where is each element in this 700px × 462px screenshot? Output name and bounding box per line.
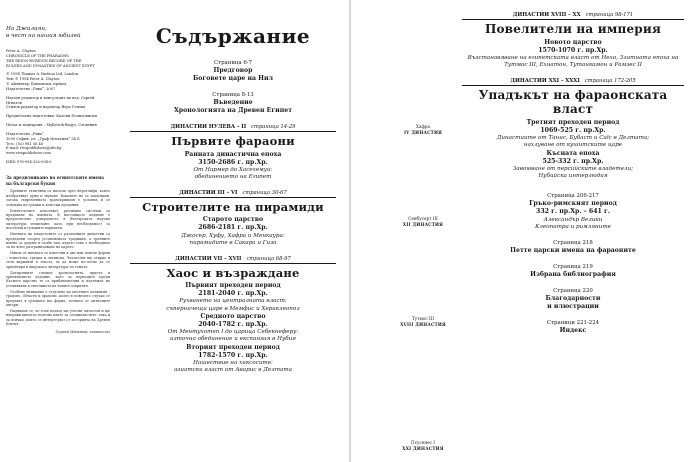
section-pages: страница 14-29 xyxy=(251,124,296,131)
section-title: Първите фараони xyxy=(171,134,295,149)
entry-title: Петте царски имена на фараоните xyxy=(510,247,636,255)
period-description: От Ментухотеп I до царица Себекнеферу: xyxy=(167,329,299,336)
period-line: Вторият преходен период xyxy=(186,343,280,351)
section-pages: страница 30-67 xyxy=(242,190,287,197)
section-dynasties: ДИНАСТИИ XVIII – XX xyxy=(512,12,581,18)
colophon-line: Text © 1994 Peter A. Clayton xyxy=(6,77,60,82)
intro-paragraph: Някои от имената са известни в две или повече форми – египетска, гръцка и латинска. Читателят ще открие и тези варианти в текста, за да може по-лесно да се ориентира в широката литература по темата. xyxy=(6,251,110,269)
period-description: азиатски власт от Аварис в Делтата xyxy=(174,366,292,373)
left-page xyxy=(0,0,349,462)
spacer xyxy=(462,335,684,340)
colophon-line: ISBN 978-954-320-094-0 xyxy=(6,160,52,165)
period-line: Първият преходен период xyxy=(185,282,281,290)
section-pages: страница 172-205 xyxy=(584,78,636,85)
margin-label-name: Псусенес I xyxy=(411,440,435,445)
margin-label xyxy=(393,440,453,451)
section-title: Строителите на пирамиди xyxy=(142,200,324,215)
entry-line: Александър Велики xyxy=(543,216,603,223)
intro-title: За предизвикано на египетските имена на български букви xyxy=(6,175,104,186)
entry-title: Избрана библиография xyxy=(530,271,616,279)
spacer xyxy=(462,279,684,284)
margin-label-dynasty: IV ДИНАСТИЯ xyxy=(403,129,442,135)
colophon-block xyxy=(6,123,110,128)
entry-line: Клеопатра и римляните xyxy=(535,223,611,230)
colophon-block xyxy=(6,160,110,165)
period-line: Третият преходен период xyxy=(526,119,620,127)
colophon-block xyxy=(6,72,110,91)
entry-line: и илюстрации xyxy=(547,303,599,311)
period-description: съперничещи царе в Мемфис и Хераклеопол xyxy=(166,305,300,312)
colophon-block xyxy=(6,114,110,119)
spacer xyxy=(130,247,336,256)
section-pages: страница 68-97 xyxy=(246,256,291,263)
period-description: пирамидите в Сакара и Гиза xyxy=(189,239,277,246)
section-header xyxy=(462,12,684,20)
colophon-block xyxy=(6,132,110,156)
period-line: 2040-1782 г. пр.Хр. xyxy=(198,320,268,328)
colophon-line: CHRONICLE OF THE PHARAOHS xyxy=(6,53,69,58)
period-line: 1069-525 г. пр.Хр. xyxy=(540,127,606,135)
period-description: От Нармер до Хасехемуи: xyxy=(193,166,273,173)
intro-paragraph: Египтолозите използват различни системи за предаване на имената. В настоящото издание е предпочетено утвърденото в българската научна литература изписване, като при необходимост са посочени и гръцките варианти. xyxy=(6,208,110,231)
margin-label xyxy=(393,316,453,327)
section-title: Повелители на империя xyxy=(484,22,662,36)
intro-paragraph: Датировките следват хронологията, приета в оригиналното издание, като за периодите преди Късното царство те са приблизителни и подлежат на уточняване в светлината на новите открития. xyxy=(6,270,110,288)
spacer xyxy=(462,255,684,260)
colophon-line: Печат и подвързия – Myllstrok-Вадуз, Словения xyxy=(6,123,97,128)
margin-label-dynasty: XII ДИНАСТИЯ xyxy=(402,221,444,227)
margin-label-dynasty: XVIII ДИНАСТИЯ xyxy=(400,321,446,327)
intro-pages: Страница 8-13 xyxy=(212,92,254,99)
entry-title: Индекс xyxy=(559,327,587,335)
period-line: 2181-2040 г. пр.Хр. xyxy=(198,290,268,298)
colophon-block xyxy=(6,96,110,111)
colophon-line: © Айлянтър Павловски, превод xyxy=(6,82,67,87)
entry-pages: Страница 218 xyxy=(553,240,593,247)
colophon-line: www.rivapublishers.com xyxy=(6,151,51,156)
spacer xyxy=(130,181,336,190)
margin-label-dynasty: XXI ДИНАСТИЯ xyxy=(402,445,444,451)
colophon-block xyxy=(6,49,110,68)
section-title: Упадъкът на фараонската власт xyxy=(478,88,668,117)
spacer xyxy=(462,69,684,78)
contents xyxy=(130,24,336,383)
period-description: източно обединение и експанзия в Нубия xyxy=(169,336,297,343)
intro-signature: Сергей Игнатов, египтолог xyxy=(55,329,110,334)
dedication-line: На Джилиян, xyxy=(6,26,47,32)
section-dynasties: ДИНАСТИИ VII – XVII xyxy=(175,256,242,263)
period-line: Ранната династична епоха xyxy=(184,150,282,158)
period-line: 1782-1570 г. пр.Хр. xyxy=(198,351,268,359)
period-description: Джосер, Хуфу, Хафра и Менкаура: xyxy=(181,232,285,239)
preface-title: Предговор xyxy=(213,67,253,75)
margin-label xyxy=(393,216,453,227)
period-description: Рухването на централната власт: xyxy=(179,298,287,305)
section-header xyxy=(130,190,336,198)
colophon-line: Издателство „Рива“ xyxy=(6,131,44,136)
colophon-line: Предпечатна подготовка: Калоян Полизоински xyxy=(6,114,97,119)
period-line: 3150-2686 г. пр.Хр. xyxy=(198,158,268,166)
spacer xyxy=(462,231,684,236)
colophon-line: RULERS AND DYNASTIES OF ANCIENT EGYPT xyxy=(6,63,95,68)
intro-entry-subtitle: Хронологията на Древен Египет xyxy=(173,107,293,115)
entry-pages: Страница 206-217 xyxy=(547,193,599,200)
intro-entry-title: Въведение xyxy=(213,99,253,107)
dedication xyxy=(6,26,110,40)
intro-paragraph: Древните египтяни са писали чрез йероглифи, които изобразяват думи и звукове. Вокалите не са записвани, затова съвременната транскрипция е условна и се основава на гръцки и коптски предания. xyxy=(6,189,110,207)
period-description: обединението на Египет xyxy=(194,173,272,180)
period-line: 2686-2181 г. пр.Хр. xyxy=(198,224,268,232)
section-header xyxy=(130,256,336,264)
margin-label-name: Хафра xyxy=(416,124,430,129)
period-description: Завоюване от персийските владетели; xyxy=(512,165,634,172)
colophon-line: Peter A. Clayton xyxy=(6,48,36,53)
period-description: Династиите от Танис, Бубаст и Саїс в Делтата; xyxy=(496,135,650,142)
intro-paragraph: Имената на владетелите от различните династии са предадени според установената традиция, а тронните имена са дадени в скоби там, където това е необходимо за по-ясно разграничаване на царете. xyxy=(6,232,110,250)
margin-label xyxy=(393,124,453,135)
colophon-line: THE REIGN-BY-REIGN RECORD OF THE xyxy=(6,58,82,63)
contents-continued xyxy=(462,12,684,340)
margin-label-name: Тутмос III xyxy=(412,316,434,321)
section-dynasties: ДИНАСТИИ НУЛЕВА – II xyxy=(170,124,247,131)
colophon-line: Тел.: (02) 981 56 40 xyxy=(6,141,44,146)
spacer xyxy=(462,311,684,316)
colophon-line: Издателство „Рива“, 2007 xyxy=(6,86,56,91)
entry-pages: Страница 219 xyxy=(553,264,593,271)
entry-title: Гръко-римският период xyxy=(529,200,617,208)
dedication-line: в чест на нашия юбилей xyxy=(6,32,81,39)
entry-pages: Страница 220 xyxy=(553,288,593,295)
period-line: Късната епоха xyxy=(546,149,600,157)
entry-pages: Страници 221-224 xyxy=(546,320,600,327)
section-dynasties: ДИНАСТИИ III – VI xyxy=(179,190,238,197)
preface-pages: Страница 6-7 xyxy=(213,60,253,66)
colophon-line: 1000 София, ул. „Граф Игнатиев“ 34 Б xyxy=(6,136,80,141)
period-line: 525-332 г. пр.Хр. xyxy=(542,157,604,165)
colophon-line: Стилов редактор и коректор Вера Генова xyxy=(6,105,86,110)
spacer xyxy=(130,374,336,383)
period-line: Новото царство xyxy=(544,38,602,46)
spacer xyxy=(462,180,684,189)
period-description: Нашествие на хиксосите: xyxy=(193,359,273,366)
section-header xyxy=(462,78,684,86)
period-line: 1570-1070 г. пр.Хр. xyxy=(538,46,608,54)
period-line: Средното царство xyxy=(200,312,266,320)
entry-line: 332 г. пр.Хр. – 641 г. xyxy=(536,208,610,216)
period-description: Тутмос III, Ехнатон, Тутанкамон и Рамзес II xyxy=(504,62,642,69)
period-description: Възстановяване на египетската власт от Нехо, Златната епоха на xyxy=(467,54,679,61)
section-title: Хаос и възраждане xyxy=(166,266,300,281)
intro-paragraph: Надяваме се, че този подход ще улесни читателя и ще направи книгата полезна както за специалистите, така и за всички, които се интересуват от историята на Древен Египет. xyxy=(6,308,110,327)
section-dynasties: ДИНАСТИИ XXI – XXXI xyxy=(510,78,580,85)
preface-subtitle: Боговете царе на Нил xyxy=(193,75,273,83)
colophon-line: © 1994 Thames & Hudson Ltd, London xyxy=(6,72,79,77)
colophon-line: Научен редактор и консултант на изд. Сергей Игнатов xyxy=(6,95,95,105)
intro-paragraph: Особено внимание е отделено на местните названия – градове, области и храмове, които в повечето случаи се предават в гръцката им форма, позната от античните автори. xyxy=(6,289,110,307)
colophon-line: E-mail: rivapublishers@abv.bg xyxy=(6,146,62,151)
section-header xyxy=(130,124,336,132)
section-pages: страница 98-171 xyxy=(585,12,634,18)
entry-title: Благодарности xyxy=(545,295,601,303)
margin-label-name: Сенбусерт III xyxy=(408,216,438,221)
period-description: нахлуване от кушитските царе xyxy=(523,142,623,149)
period-line: Старото царство xyxy=(202,216,264,224)
page-title: Съдържание xyxy=(155,24,311,48)
colophon xyxy=(6,26,110,334)
period-description: Нубийска интерлюдия xyxy=(538,173,608,180)
